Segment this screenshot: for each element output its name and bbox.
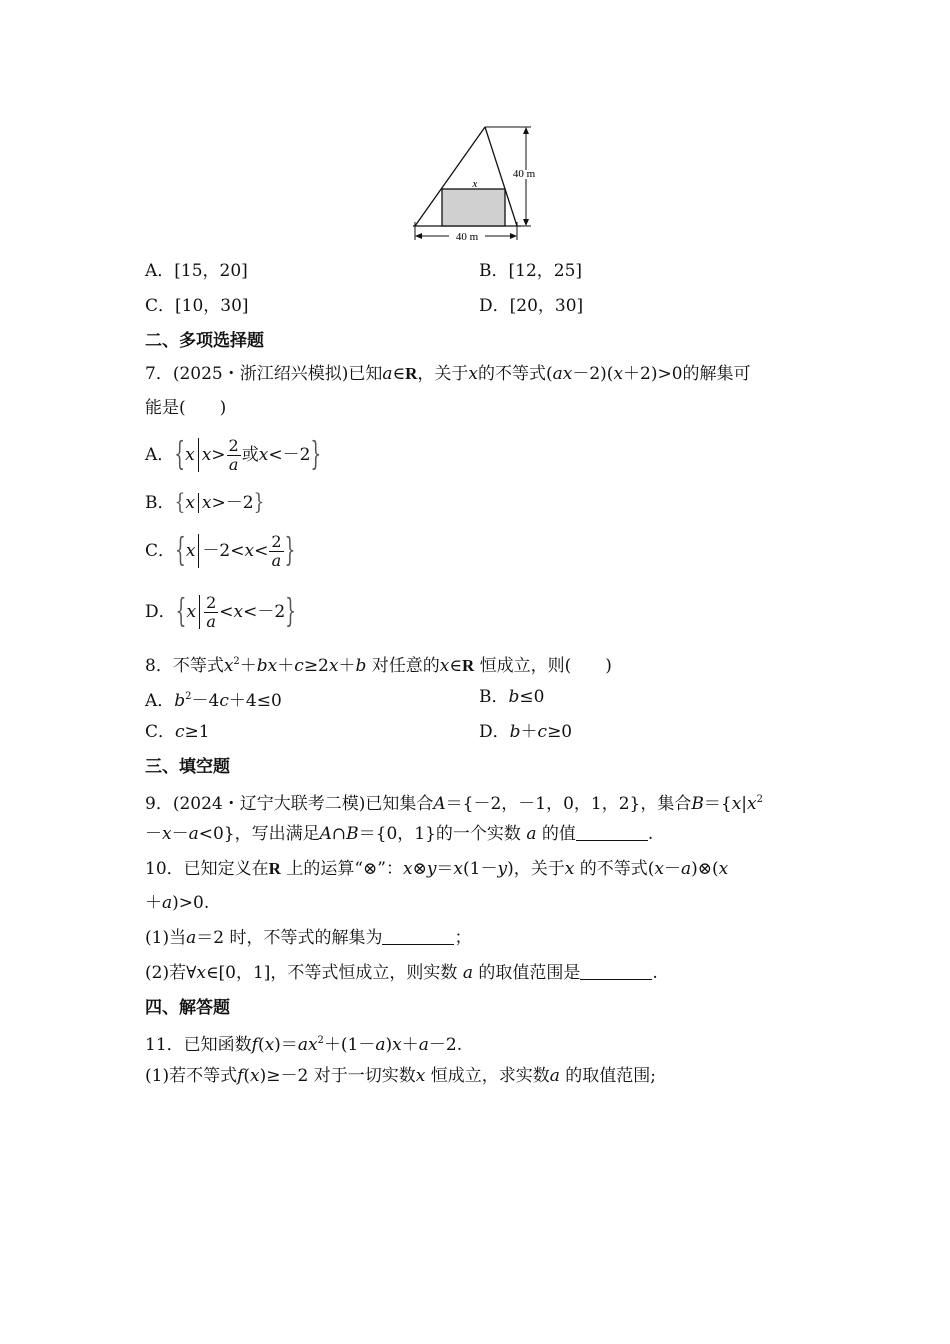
q10-line2: ＋a)>0. bbox=[145, 893, 210, 913]
label-x: x bbox=[472, 178, 478, 190]
q9-answer-blank[interactable] bbox=[576, 824, 648, 841]
q7-option-b: B． { x x >－2 } bbox=[145, 490, 265, 516]
q8-option-a: A．$b^2-4c+4\le 0$ bbox=[145, 691, 282, 711]
q6-option-b: B．[12，25] bbox=[479, 261, 583, 281]
q8-option-c: C．c≥1 bbox=[145, 722, 210, 742]
shaded-rectangle bbox=[442, 189, 505, 226]
q6-option-c: C．[10，30] bbox=[145, 296, 249, 316]
q7-option-d: D． { x $\frac{2}{a}$ < x <－2 } bbox=[145, 592, 296, 631]
label-bottom: 40 m bbox=[455, 231, 479, 243]
section-heading-fill-blank: 三、填空题 bbox=[145, 757, 230, 777]
q10-line1: 10．已知定义在R 上的运算“⊗”：x⊗y＝x(1－y)，关于x 的不等式(x－a)⊗(x bbox=[145, 859, 729, 879]
q7-option-c: C． { x －2< x < $\frac{2}{a}$ } bbox=[145, 531, 296, 570]
q7-option-a: A． { x x > $\frac{2}{a}$ 或 x <－2 } bbox=[145, 435, 322, 474]
q9-line1: 9．(2024・辽宁大联考二模)已知集合A＝{－2，－1，0，1，2}，集合$B=\{x|x^2$ bbox=[145, 794, 763, 814]
q8-option-d: D．b＋c≥0 bbox=[479, 722, 573, 742]
section-heading-multiple-choice: 二、多项选择题 bbox=[145, 331, 264, 351]
q9-line2: －x－a<0}，写出满足A∩B＝{0，1}的一个实数 a 的值 . bbox=[145, 824, 654, 844]
q7-line2: 能是( ) bbox=[145, 398, 227, 418]
q11-stem: 11．已知函数$f(x)=ax^2+(1-a)x+a-2$. bbox=[145, 1035, 463, 1055]
q10-part1: (1)当a＝2 时，不等式的解集为 ； bbox=[145, 928, 472, 948]
q11-part1: (1)若不等式f(x)≥－2 对于一切实数x 恒成立，求实数a 的取值范围; bbox=[145, 1066, 657, 1086]
q8-option-b: B．b≤0 bbox=[479, 687, 545, 707]
q6-option-a: A．[15，20] bbox=[145, 261, 248, 281]
label-right: 40 m bbox=[512, 168, 536, 180]
trapezoid-figure bbox=[405, 118, 550, 248]
q10-part2: (2)若∀x∈[0，1]，不等式恒成立，则实数 a 的取值范围是 . bbox=[145, 963, 658, 983]
q10-part2-blank[interactable] bbox=[580, 963, 652, 980]
q6-option-d: D．[20，30] bbox=[479, 296, 584, 316]
section-heading-solutions: 四、解答题 bbox=[145, 998, 230, 1018]
q10-part1-blank[interactable] bbox=[382, 928, 454, 945]
q8-stem: 8．不等式$x^2+bx+c\ge 2x+b$ 对任意的x∈R 恒成立，则( ) bbox=[145, 656, 612, 676]
q7-line1: 7．(2025・浙江绍兴模拟)已知a∈R，关于x的不等式(ax－2)(x＋2)>0的解集可 bbox=[145, 364, 751, 384]
